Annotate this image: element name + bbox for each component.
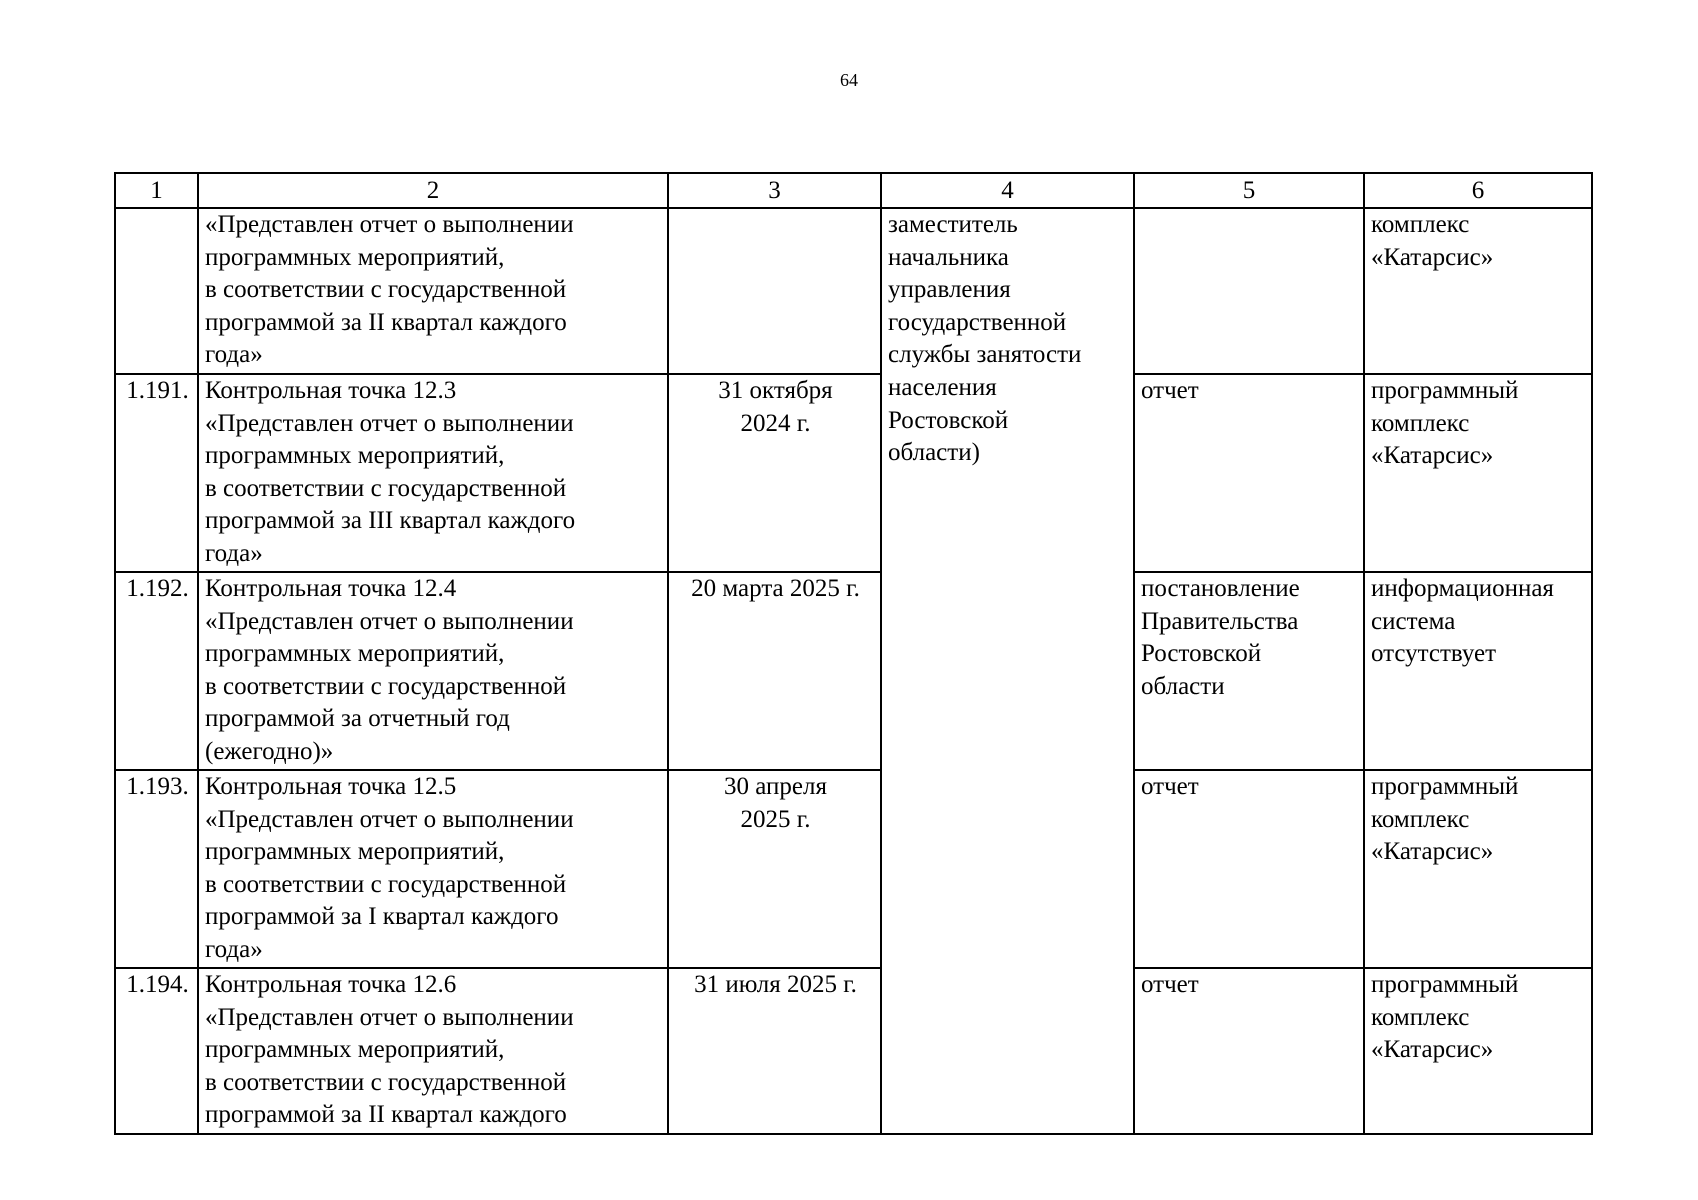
column-header: 3 <box>668 173 881 208</box>
column-header: 1 <box>115 173 198 208</box>
row-number <box>115 208 198 374</box>
document-type <box>1134 208 1364 374</box>
information-system: информационная система отсутствует <box>1364 572 1592 770</box>
document-type: отчет <box>1134 374 1364 572</box>
column-header: 2 <box>198 173 668 208</box>
deadline-date: 31 октября 2024 г. <box>668 374 881 572</box>
table-row <box>115 770 1592 968</box>
table-row <box>115 208 1592 374</box>
information-system: комплекс «Катарсис» <box>1364 208 1592 374</box>
information-system: программный комплекс «Катарсис» <box>1364 968 1592 1134</box>
table-header-row <box>115 173 1592 208</box>
information-system: программный комплекс «Катарсис» <box>1364 770 1592 968</box>
row-number: 1.194. <box>115 968 198 1134</box>
responsible-person: заместитель начальника управления государственной службы занятости населения Ростовской области) <box>881 208 1134 1134</box>
row-number: 1.193. <box>115 770 198 968</box>
information-system: программный комплекс «Катарсис» <box>1364 374 1592 572</box>
column-header: 5 <box>1134 173 1364 208</box>
row-number: 1.192. <box>115 572 198 770</box>
control-point-text: Контрольная точка 12.3 «Представлен отчет о выполнении программных мероприятий, в соответствии с государственной программой за III квартал каждого года» <box>198 374 668 572</box>
page-number: 64 <box>840 70 858 90</box>
column-header: 6 <box>1364 173 1592 208</box>
column-header: 4 <box>881 173 1134 208</box>
table-row <box>115 374 1592 572</box>
deadline-date: 30 апреля 2025 г. <box>668 770 881 968</box>
control-point-text: «Представлен отчет о выполнении программных мероприятий, в соответствии с государственной программой за II квартал каждого года» <box>198 208 668 374</box>
control-point-text: Контрольная точка 12.5 «Представлен отчет о выполнении программных мероприятий, в соответствии с государственной программой за I квартал каждого года» <box>198 770 668 968</box>
document-type: отчет <box>1134 770 1364 968</box>
deadline-date: 31 июля 2025 г. <box>668 968 881 1134</box>
table-row <box>115 968 1592 1134</box>
control-points-table <box>114 172 1593 1135</box>
control-point-text: Контрольная точка 12.6 «Представлен отчет о выполнении программных мероприятий, в соответствии с государственной программой за II квартал каждого <box>198 968 668 1134</box>
deadline-date <box>668 208 881 374</box>
document-type: постановление Правительства Ростовской области <box>1134 572 1364 770</box>
document-type: отчет <box>1134 968 1364 1134</box>
row-number: 1.191. <box>115 374 198 572</box>
deadline-date: 20 марта 2025 г. <box>668 572 881 770</box>
control-point-text: Контрольная точка 12.4 «Представлен отчет о выполнении программных мероприятий, в соответствии с государственной программой за отчетный год (ежегодно)» <box>198 572 668 770</box>
table-row <box>115 572 1592 770</box>
